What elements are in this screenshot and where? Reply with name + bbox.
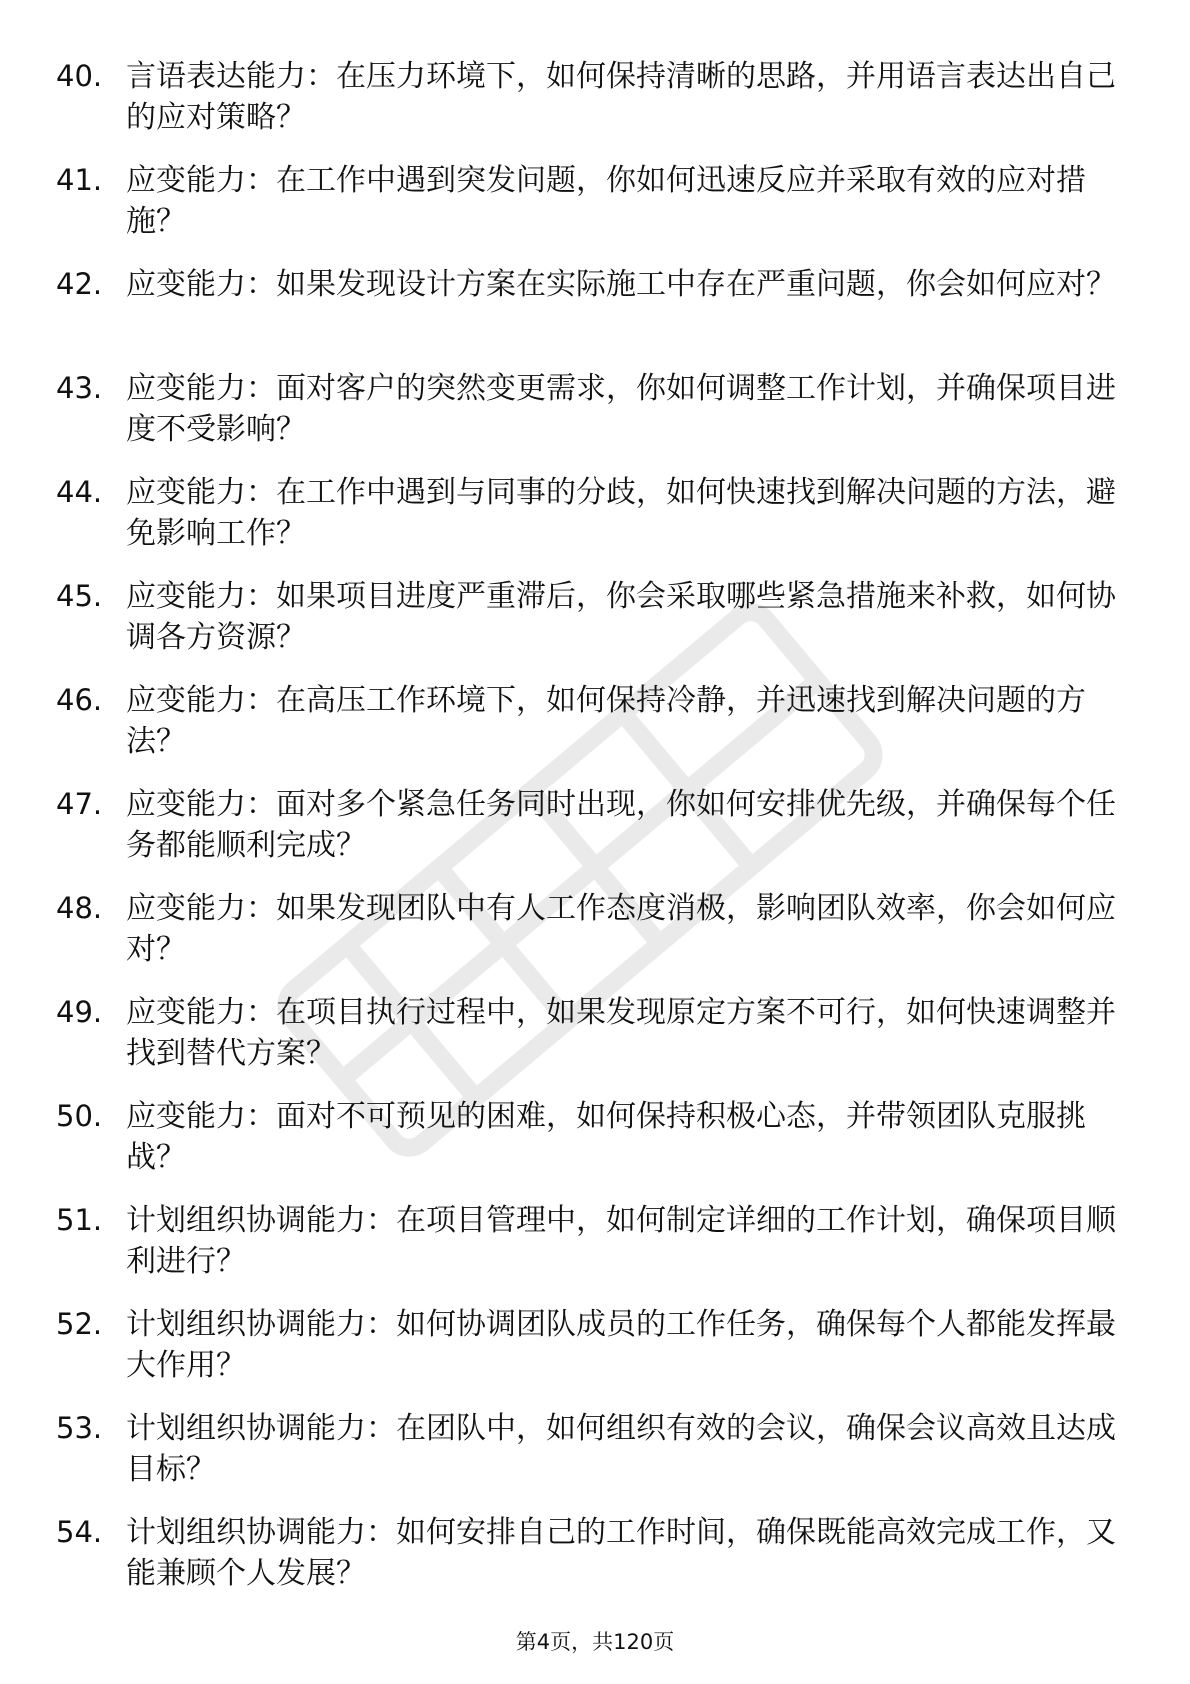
question-text: 计划组织协调能力：如何安排自己的工作时间，确保既能高效完成工作，又能兼顾个人发展？: [126, 1515, 1116, 1591]
question-number: 54.: [56, 1515, 103, 1549]
question-item: [56, 1408, 1116, 1512]
question-item: [56, 1512, 1116, 1616]
question-item: [56, 784, 1116, 888]
question-item: [56, 576, 1116, 680]
question-number: 43.: [56, 371, 103, 405]
question-number: 52.: [56, 1307, 103, 1341]
question-number: 47.: [56, 787, 103, 821]
question-item: [56, 56, 1116, 160]
question-text: 应变能力：如果发现设计方案在实际施工中存在严重问题，你会如何应对？: [126, 267, 1116, 302]
question-item: [56, 160, 1116, 264]
question-text: 应变能力：如果发现团队中有人工作态度消极，影响团队效率，你会如何应对？: [126, 891, 1116, 967]
question-item: [56, 992, 1116, 1096]
question-number: 41.: [56, 163, 103, 197]
question-item: [56, 368, 1116, 472]
question-number: 53.: [56, 1411, 103, 1445]
question-number: 46.: [56, 683, 103, 717]
question-item: [56, 680, 1116, 784]
question-number: 49.: [56, 995, 103, 1029]
question-text: 言语表达能力：在压力环境下，如何保持清晰的思路，并用语言表达出自己的应对策略？: [126, 59, 1116, 135]
question-text: 应变能力：如果项目进度严重滞后，你会采取哪些紧急措施来补救，如何协调各方资源？: [126, 579, 1116, 655]
question-item: [56, 1304, 1116, 1408]
question-item: [56, 472, 1116, 576]
question-list: [56, 56, 1116, 1616]
question-number: 50.: [56, 1099, 103, 1133]
question-number: 45.: [56, 579, 103, 613]
page-footer: 第4页，共120页: [515, 1630, 675, 1654]
question-item: [56, 264, 1116, 368]
question-text: 应变能力：面对客户的突然变更需求，你如何调整工作计划，并确保项目进度不受影响？: [126, 371, 1116, 447]
question-text: 应变能力：在工作中遇到突发问题，你如何迅速反应并采取有效的应对措施？: [126, 163, 1086, 239]
question-number: 40.: [56, 59, 103, 93]
question-number: 42.: [56, 267, 103, 301]
question-text: 计划组织协调能力：在团队中，如何组织有效的会议，确保会议高效且达成目标？: [126, 1411, 1116, 1487]
question-number: 48.: [56, 891, 103, 925]
question-text: 应变能力：在高压工作环境下，如何保持冷静，并迅速找到解决问题的方法？: [126, 683, 1086, 759]
question-text: 应变能力：面对多个紧急任务同时出现，你如何安排优先级，并确保每个任务都能顺利完成？: [126, 787, 1116, 863]
question-number: 44.: [56, 475, 103, 509]
question-text: 应变能力：在工作中遇到与同事的分歧，如何快速找到解决问题的方法，避免影响工作？: [126, 475, 1116, 551]
question-item: [56, 1096, 1116, 1200]
question-text: 计划组织协调能力：如何协调团队成员的工作任务，确保每个人都能发挥最大作用？: [126, 1307, 1116, 1383]
question-item: [56, 1200, 1116, 1304]
question-item: [56, 888, 1116, 992]
question-number: 51.: [56, 1203, 103, 1237]
question-text: 应变能力：面对不可预见的困难，如何保持积极心态，并带领团队克服挑战？: [126, 1099, 1086, 1175]
question-text: 应变能力：在项目执行过程中，如果发现原定方案不可行，如何快速调整并找到替代方案？: [126, 995, 1116, 1071]
question-text: 计划组织协调能力：在项目管理中，如何制定详细的工作计划，确保项目顺利进行？: [126, 1203, 1116, 1279]
